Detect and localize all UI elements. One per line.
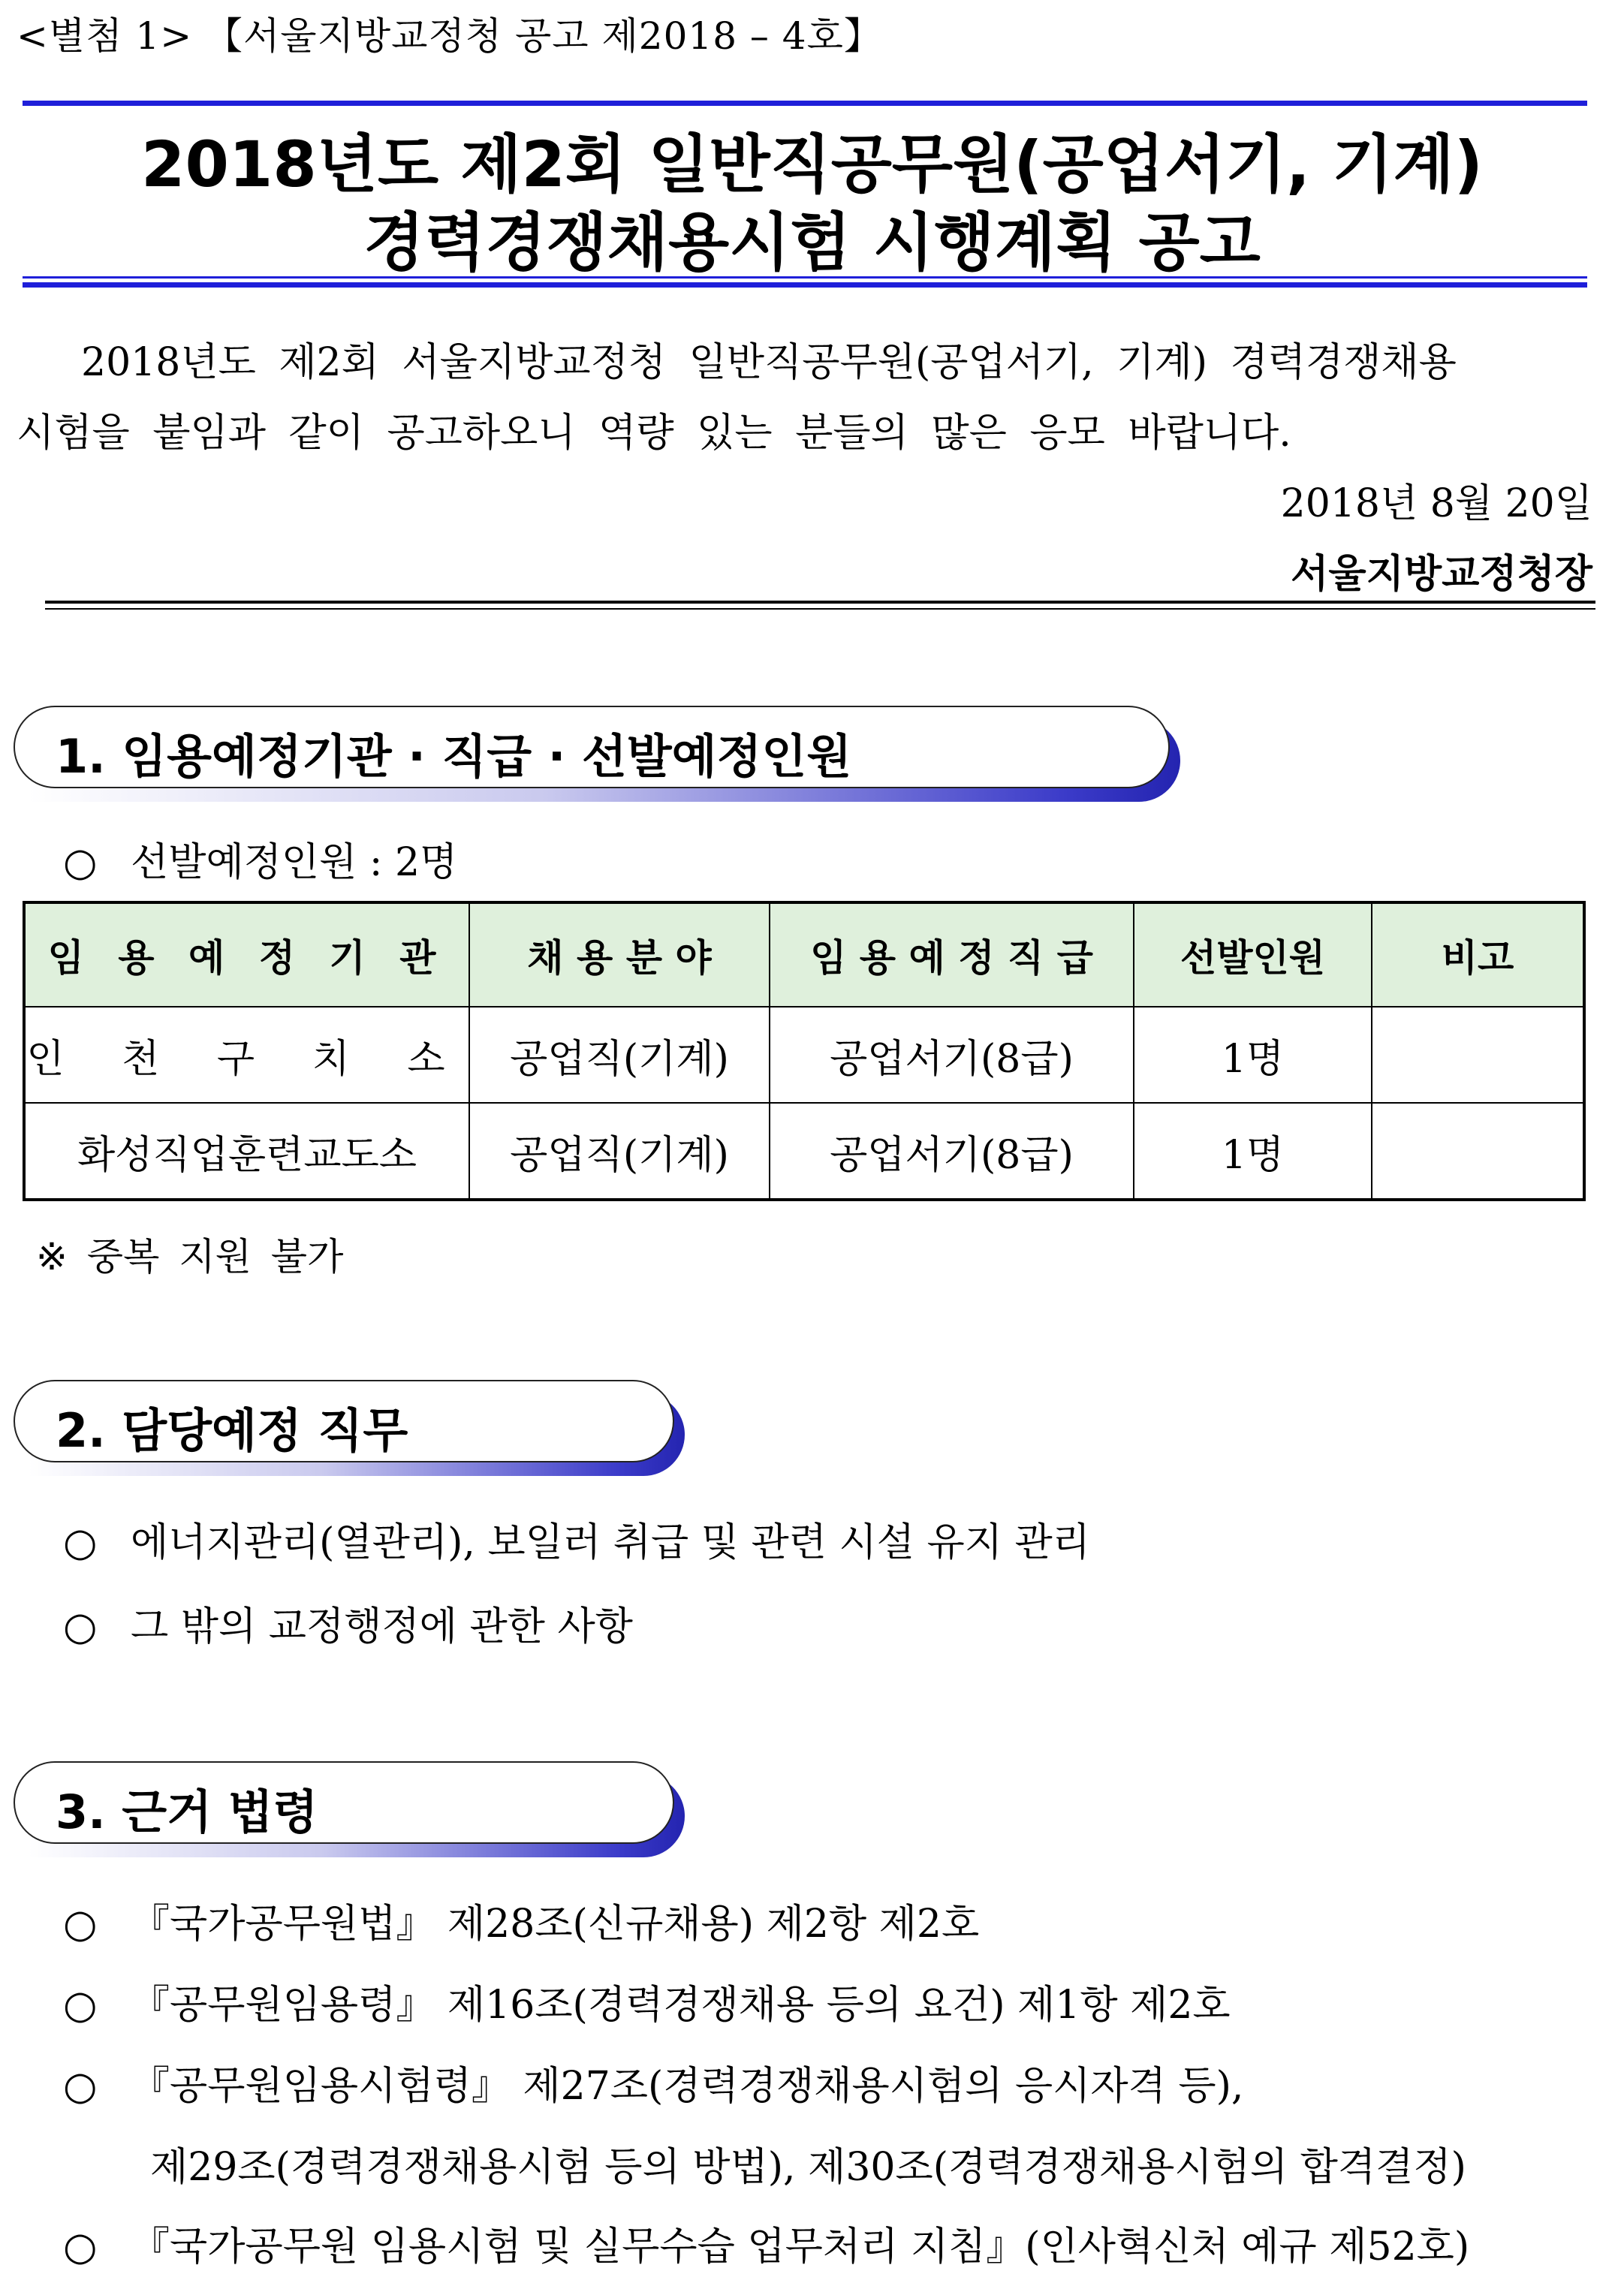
law-text: 『국가공무원법』 제28조(신규채용) 제2항 제2호 xyxy=(131,1902,980,1947)
duty-text: 그 밖의 교정행정에 관한 사항 xyxy=(131,1604,633,1649)
list-item xyxy=(63,1973,1231,2029)
table-row xyxy=(24,1103,1584,1200)
cell-count: 1명 xyxy=(1134,1007,1372,1103)
section-3-heading: 3. 근거 법령 xyxy=(56,1785,318,1839)
section-1-heading-banner xyxy=(14,706,1170,802)
header-grade: 임 용 예 정 직 급 xyxy=(770,902,1134,1007)
law-text: 『공무원임용시험령』 제27조(경력경쟁채용시험의 응시자격 등), xyxy=(131,2064,1244,2109)
appointment-table xyxy=(23,901,1586,1201)
header-field: 채 용 분 야 xyxy=(469,902,770,1007)
attachment-label: <별첨 1> 【서울지방교정청 공고 제2018 – 4호】 xyxy=(17,14,882,58)
list-item xyxy=(63,2215,1469,2271)
header-remarks: 비고 xyxy=(1372,902,1584,1007)
law-text: 『국가공무원 임용시험 및 실무수습 업무처리 지침』(인사혁신처 예규 제52호) xyxy=(131,2224,1470,2269)
duplicate-application-note: ※ 중복 지원 불가 xyxy=(36,1235,344,1279)
section-3-heading-banner xyxy=(14,1761,674,1857)
title-rule-top xyxy=(23,101,1587,106)
notice-title-line-2: 경력경쟁채용시험 시행계획 공고 xyxy=(363,206,1261,279)
intro-paragraph-line-1: 2018년도 제2회 서울지방교정청 일반직공무원(공업서기, 기계) 경력경쟁채용 xyxy=(81,340,1457,385)
intro-paragraph-line-2: 시험을 붙임과 같이 공고하오니 역량 있는 분들의 많은 응모 바랍니다. xyxy=(17,411,1291,456)
cell-institution: 인 천 구 치 소 xyxy=(24,1007,469,1103)
cell-field: 공업직(기계) xyxy=(469,1007,770,1103)
list-item xyxy=(63,1892,979,1948)
bullet-selection-count xyxy=(63,830,457,887)
cell-count: 1명 xyxy=(1134,1103,1372,1200)
table-header-row xyxy=(24,902,1584,1007)
cell-remarks xyxy=(1372,1007,1584,1103)
circle-bullet-icon: ○ xyxy=(63,1520,98,1565)
circle-bullet-icon: ○ xyxy=(63,1983,98,2028)
list-item xyxy=(63,1510,1090,1567)
cell-grade: 공업서기(8급) xyxy=(770,1103,1134,1200)
law-text: 『공무원임용령』 제16조(경력경쟁채용 등의 요건) 제1항 제2호 xyxy=(131,1983,1231,2028)
notice-signer: 서울지방교정청장 xyxy=(1291,551,1592,597)
section-1-heading: 1. 임용예정기관 · 직급 · 선발예정인원 xyxy=(56,729,852,784)
table-row xyxy=(24,1007,1584,1103)
section-2-heading-banner xyxy=(14,1380,674,1476)
list-item xyxy=(63,1595,633,1651)
notice-title-line-1: 2018년도 제2회 일반직공무원(공업서기, 기계) xyxy=(141,128,1483,201)
signature-rule-thin xyxy=(45,608,1595,610)
cell-grade: 공업서기(8급) xyxy=(770,1007,1134,1103)
circle-bullet-icon: ○ xyxy=(63,1902,98,1947)
list-item-continuation xyxy=(150,2135,1466,2191)
notice-date: 2018년 8월 20일 xyxy=(1280,481,1592,526)
title-rule-bottom-thick xyxy=(23,282,1587,288)
circle-bullet-icon: ○ xyxy=(63,2064,98,2109)
bullet-text: 선발예정인원 : 2명 xyxy=(131,840,458,885)
circle-bullet-icon: ○ xyxy=(63,840,98,885)
title-rule-bottom xyxy=(23,276,1587,279)
list-item xyxy=(63,2054,1243,2110)
duty-text: 에너지관리(열관리), 보일러 취급 및 관련 시설 유지 관리 xyxy=(131,1520,1090,1565)
header-count: 선발인원 xyxy=(1134,902,1372,1007)
cell-remarks xyxy=(1372,1103,1584,1200)
cell-institution: 화성직업훈련교도소 xyxy=(24,1103,469,1200)
signature-rule xyxy=(45,601,1595,604)
circle-bullet-icon: ○ xyxy=(63,2224,98,2269)
law-text: 제29조(경력경쟁채용시험 등의 방법), 제30조(경력경쟁채용시험의 합격결정) xyxy=(150,2145,1466,2190)
cell-field: 공업직(기계) xyxy=(469,1103,770,1200)
section-2-heading: 2. 담당예정 직무 xyxy=(56,1403,408,1458)
header-institution: 임 용 예 정 기 관 xyxy=(24,902,469,1007)
circle-bullet-icon: ○ xyxy=(63,1604,98,1649)
